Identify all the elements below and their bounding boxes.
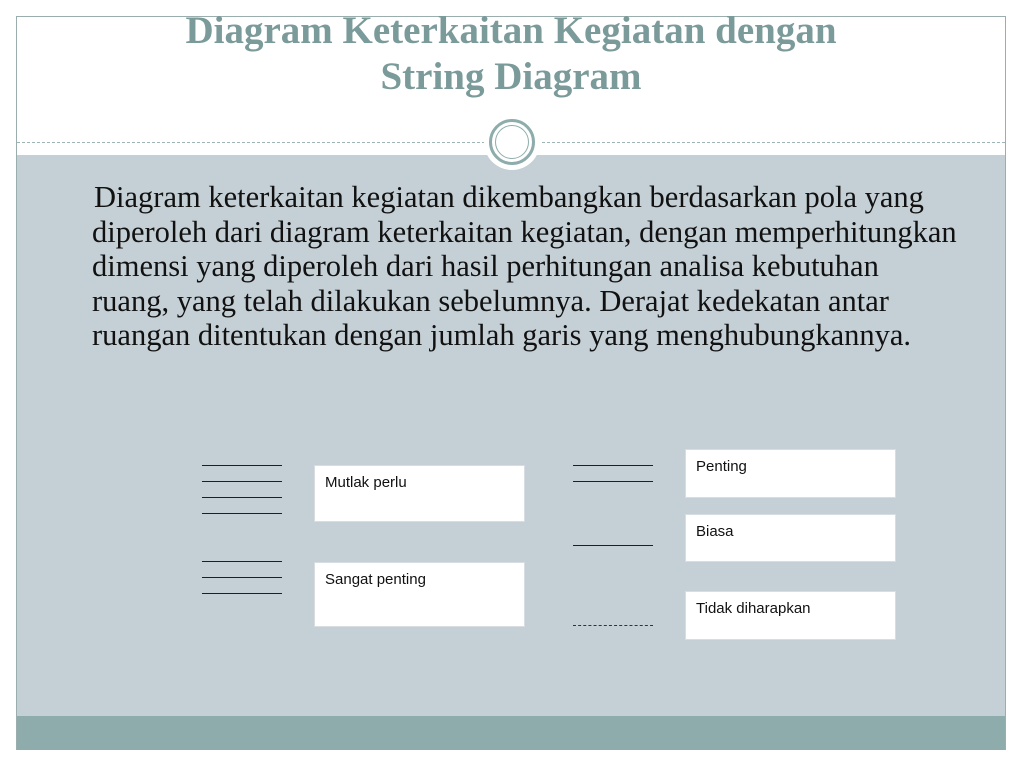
- circle-ornament-icon: [484, 114, 540, 170]
- string-line: [202, 481, 282, 482]
- string-line: [573, 545, 653, 546]
- slide-title-line-2: String Diagram: [380, 55, 642, 98]
- string-line: [202, 593, 282, 594]
- string-line: [573, 481, 653, 482]
- ornament-inner-ring: [495, 125, 529, 159]
- footer-band: [17, 716, 1005, 750]
- legend-label-box: Biasa: [685, 514, 896, 562]
- string-line: [202, 513, 282, 514]
- string-line: [202, 465, 282, 466]
- dashed-string-line: [573, 625, 653, 626]
- slide-title-line-1: Diagram Keterkaitan Kegiatan dengan: [185, 9, 837, 52]
- body-paragraph: Diagram keterkaitan kegiatan dikembangkan berdasarkan pola yang diperoleh dari diagram keterkaitan kegiatan, dengan memperhitungkan dimensi yang diperoleh dari hasil perhitungan analisa kebutuhan ruang, yang telah dilakukan sebelumnya. Derajat kedekatan antar ruangan ditentukan dengan jumlah garis yang menghubungkannya.: [92, 180, 957, 352]
- legend-label-box: Penting: [685, 449, 896, 498]
- string-line: [202, 561, 282, 562]
- legend-label-box: Sangat penting: [314, 562, 525, 627]
- string-line: [202, 497, 282, 498]
- legend-label-box: Tidak diharapkan: [685, 591, 896, 640]
- slide-title: [16, 8, 1006, 100]
- ornament-outer-ring: [489, 119, 535, 165]
- string-line: [573, 465, 653, 466]
- string-line: [202, 577, 282, 578]
- legend-label-box: Mutlak perlu: [314, 465, 525, 522]
